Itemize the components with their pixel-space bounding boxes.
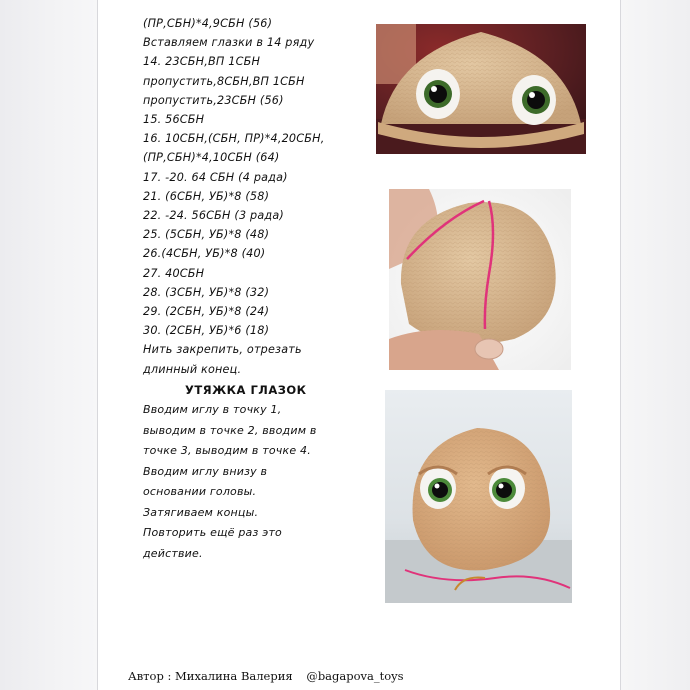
author-credit: Автор : Михалина Валерия [128, 669, 293, 683]
eye-instruction-line: Вводим иглу внизу в [143, 464, 268, 478]
eye-instruction-line: точке 3, выводим в точке 4. [143, 444, 311, 458]
pattern-text [143, 14, 373, 564]
pattern-line: 21. (6СБН, УБ)*8 (58) [143, 189, 270, 203]
eye-instruction-line: Повторить ещё раз это [143, 526, 282, 540]
eye-instruction-line: выводим в точке 2, вводим в [143, 423, 317, 437]
pattern-line: пропустить,8СБН,ВП 1СБН [143, 74, 305, 88]
section-heading: УТЯЖКА ГЛАЗОК [185, 382, 307, 397]
eye-instruction-line: основании головы. [143, 485, 257, 499]
pattern-line: 16. 10СБН,(СБН, ПР)*4,20СБН, [143, 132, 325, 146]
pattern-line: 14. 23СБН,ВП 1СБН [143, 55, 261, 69]
photo-head-thread [389, 189, 571, 370]
background-right [621, 0, 690, 690]
pattern-line: 25. (5СБН, УБ)*8 (48) [143, 228, 270, 242]
footer [128, 669, 414, 683]
pattern-line: 15. 56СБН [143, 113, 205, 127]
pattern-line: 27. 40СБН [143, 266, 205, 280]
eye-instruction-line: Вводим иглу в точку 1, [143, 403, 282, 417]
pattern-line: 29. (2СБН, УБ)*8 (24) [143, 305, 270, 319]
photo-head-eyes [376, 24, 586, 154]
pattern-line: (ПР,СБН)*4,10СБН (64) [143, 151, 280, 165]
pattern-line: 30. (2СБН, УБ)*6 (18) [143, 324, 270, 338]
pattern-line: (ПР,СБН)*4,9СБН (56) [143, 17, 273, 30]
photo-finished-head [385, 390, 572, 603]
instagram-handle: @bagapova_toys [306, 669, 404, 683]
page-edge-left [97, 0, 98, 690]
eye-instruction-line: Затягиваем концы. [143, 505, 259, 519]
background-left [0, 0, 97, 690]
pattern-line: 26.(4СБН, УБ)*8 (40) [143, 247, 266, 261]
pattern-line: пропустить,23СБН (56) [143, 93, 284, 107]
page-edge-right [620, 0, 621, 690]
pattern-line: длинный конец. [143, 362, 242, 376]
pattern-line: Нить закрепить, отрезать [143, 343, 302, 357]
pattern-line: 22. -24. 56СБН (3 рада) [143, 209, 284, 223]
pattern-line: Вставляем глазки в 14 ряду [143, 36, 315, 50]
pattern-line: 17. -20. 64 СБН (4 рада) [143, 170, 288, 184]
pattern-line: 28. (3СБН, УБ)*8 (32) [143, 285, 270, 299]
eye-instruction-line: действие. [143, 546, 203, 560]
